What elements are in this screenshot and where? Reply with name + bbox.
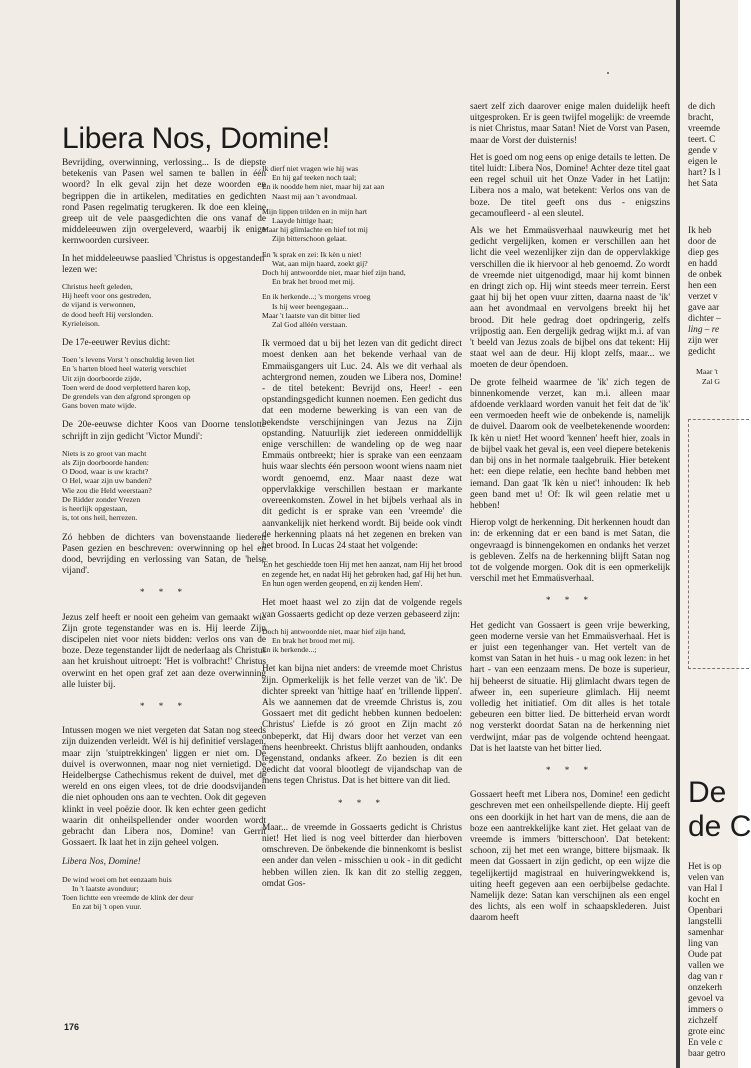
fragment-line: zijn wer	[688, 336, 719, 346]
page-number: 176	[64, 1022, 80, 1032]
poem-line: En ik nooddе hem niet, maar hij zat aan	[262, 182, 385, 192]
paragraph: Jezus zelf heeft er nooit een geheim van gemaakt wie Zijn grote tegenstander was en is. Hij leerde Zijn discipelen niet voor niets bidden: verlos ons van de boze. Deze tegenstander lijdt de nederlaag als Christus aan het kruishout uitroept: 'Het is volbracht!' Christus overwint en het open graf zet aan deze overwinning alle luister bij.	[62, 612, 266, 690]
poem-line: Wat, aan mijn haard, zoekt gij?	[272, 258, 368, 268]
fragment-line: vreemde	[688, 124, 721, 134]
fragment-line: Openbari	[688, 906, 723, 916]
poem-line: is heerlijk opgestaan,	[62, 504, 128, 514]
fragment-heading-line: de C	[688, 810, 751, 843]
poem-line: Uit zijn doorboorde zijde,	[62, 373, 142, 383]
fragment-line: ling van	[688, 939, 719, 949]
column-1	[62, 158, 266, 921]
poem-gossaert-continued	[262, 164, 462, 329]
fragment-line: En vele c	[688, 1038, 723, 1048]
poem-revius	[62, 355, 266, 410]
fragment-line: van Hal I	[688, 884, 723, 894]
fragment-line: langstelli	[688, 917, 723, 927]
poem-line: En ik herkende...; 's morgens vroeg	[262, 292, 371, 302]
paragraph: De 20e-eeuwse dichter Koos van Doorne tenslotte schrijft in zijn gedicht 'Victor Mundi':	[62, 420, 266, 442]
fragment-line: samenhar	[688, 928, 724, 938]
fragment-line: grote einc	[688, 1027, 725, 1037]
paragraph: Het moet haast wel zo zijn dat de volgende regels van Gossaerts gedicht op deze verzen gebaseerd zijn:	[262, 598, 462, 620]
fragment-line: kocht en	[688, 895, 720, 905]
fragment-line: verzet v	[688, 292, 718, 302]
poem-line: En zat bij 't open vuur.	[72, 902, 142, 912]
article-title: Libera Nos, Domine!	[62, 122, 330, 155]
section-divider: * * *	[140, 700, 188, 711]
fragment-line: de dich	[688, 102, 716, 112]
paragraph: Intussen mogen we niet vergeten dat Satan nog steeds zijn duizenden verleidt. Wél is hij definitief verslagen, maar zijn 'stuiptrekkingen' liggen er niet om. De duivel is overwonnen, maar nog niet vernietigd. De Heidelbergse Cathechismus rekent de duivel, met de wereld en ons eigen vlees, tot de drie doodsvijanden die niet ophouden ons aan te vechten. Ook dit gegeven klinkt in veel poëzie door. Ik ken echter geen gedicht waarin dit onheilspellender onder woorden wordt gebracht dan Libera nos, Domine! van Gerrit Gossaert. Ik laat het in zijn geheel volgen.	[62, 726, 266, 849]
poem-line: En brak het brood met mij.	[272, 635, 355, 645]
poem-line: Maar hij glimlachte en hief tot mij	[262, 225, 368, 235]
poem-line: Doch hij antwoordde niet, maar hief zijn hand,	[262, 268, 406, 278]
column-2	[262, 164, 462, 896]
fragment-line: gedicht	[688, 347, 716, 357]
print-speck	[607, 72, 609, 74]
poem-line: is, tot ons heil, herrezen.	[62, 513, 138, 523]
poem-line: Doch hij antwoordde niet, maar hief zijn hand,	[262, 626, 406, 636]
paragraph: saert zelf zich daarover enige malen duidelijk heeft uitgesproken. Er is geen twijfel mogelijk: de vreemde is niet Christus, maar Satan! Niet de Vorst van Pasen, maar de Vorst der duisternis!	[470, 102, 670, 146]
paragraph: Maar... de vreemde in Gossaerts gedicht is Christus niet! Het lied is nog veel bitterder dan hierboven omschreven. De önbekende die binnenkomt is beslist een ander dan velen - misschien u ook - in dit gedicht hebben willen zien. Ik kan dit zo stellig zeggen, omdat Gos-	[262, 822, 462, 889]
section-divider: * * *	[140, 587, 188, 598]
poem-line: Toen 's levens Vorst 't onschuldig leven liet	[62, 355, 195, 365]
poem-title: Libera Nos, Domine!	[62, 857, 141, 868]
fragment-line: Oude pat	[688, 950, 722, 960]
paragraph: De 17e-eeuwer Revius dicht:	[62, 338, 171, 349]
fragment-line: Ik heb	[688, 226, 712, 236]
fragment-line: immers o	[688, 1005, 723, 1015]
fragment-line: gave aar	[688, 303, 720, 313]
fragment-box	[688, 419, 749, 669]
fragment-line: velen van	[688, 873, 724, 883]
poem-line: En ik herkende...;	[262, 645, 317, 655]
paragraph: In het middeleeuwse paaslied 'Christus is opgestanden' lezen we:	[62, 253, 266, 275]
poem-line: O Dood, waar is uw kracht?	[62, 467, 149, 477]
poem-line: Kyrieleison.	[62, 318, 100, 328]
poem-line: als Zijn doorboorde handen:	[62, 458, 149, 468]
section-divider: * * *	[546, 764, 594, 775]
fragment-line: hen een	[688, 281, 717, 291]
poem-line: O Hel, waar zijn uw banden?	[62, 476, 152, 486]
poem-line: Zijn bitterschoon gelaat.	[272, 234, 347, 244]
poem-line: Naast mij aan 't avondmaal.	[272, 191, 358, 201]
fragment-line: en hadd	[688, 259, 718, 269]
fragment-quote-line: Maar 't	[696, 367, 718, 376]
fragment-quote-line: Zal G	[702, 377, 720, 386]
poem-gossaert-start	[62, 875, 266, 912]
poem-quoted-lines	[262, 627, 462, 655]
paragraph: Zó hebben de dichters van bovenstaande liederen Pasen gezien en beschreven: overwinning op hel en dood, bevrijding en verlossing van Satan, de 'helse vijand'.	[62, 532, 266, 577]
column-3	[470, 102, 670, 931]
section-divider: * * *	[338, 797, 386, 808]
paragraph: Als we het Emmaüsverhaal nauwkeurig met het gedicht vergelijken, komen er verschillen aan het licht die veel wezenlijker zijn dan de oppervlakkige verschillen die ik hiervoor al heb genoemd. Zo wordt de vreemde niet uitgenodigd, maar hij komt binnen en dringt zich op. Hij wint steeds meer terrein. Eerst gaat hij bij het open vuur zitten, daarna naast de 'ik' aan het avondmaal en vervolgens breekt hij het brood. Dit hele gedrag doet opdringerig, zelfs vrijpostig aan. Een dergelijk gedrag wijkt m.i. af van 't beeld van Jezus zoals de bijbel ons dat tekent: Hij staat wel aan de deur. Hij klopt zelfs, maar... we moeten de deur öpendoen.	[470, 226, 670, 371]
fragment-line: dag van r	[688, 972, 723, 982]
paragraph: Bevrijding, overwinning, verlossing... Is de diepste betekenis van Pasen wel samen te ballen in één woord? In elk geval zijn het deze woorden en begrippen die in artikelen, meditaties en gedichten rond Pasen regelmatig terugkeren. Ik doe een kleine greep uit de vele paasgedichten die ons vanaf de middeleeuwen zijn overgeleverd, waarbij ik enige kernwoorden cursiveer.	[62, 158, 266, 247]
fragment-line: het Sata	[688, 179, 718, 189]
poem-line: Zal God alléén verstaan.	[272, 320, 348, 330]
fragment-line: door de	[688, 237, 717, 247]
poem-line: de vijand is verwonnen,	[62, 300, 136, 310]
fragment-line: vallen we	[688, 961, 724, 971]
poem-line: Maar 't laatste van dit bitter lied	[262, 310, 360, 320]
poem-line: Niets is zo groot van macht	[62, 448, 147, 458]
poem-line: Wie zou die Held weerstaan?	[62, 485, 152, 495]
fragment-line: onzekerh	[688, 983, 723, 993]
poem-line: Christus heeft geleden,	[62, 282, 133, 292]
fragment-line: de onbek	[688, 270, 722, 280]
poem-victor-mundi	[62, 449, 266, 523]
fragment-line: Het is op	[688, 862, 722, 872]
fragment-line: zichzelf	[688, 1016, 718, 1026]
poem-line: Ik dierf niet vragen wie hij was	[262, 164, 359, 173]
poem-line: Hij heeft voor ons gestreden,	[62, 291, 152, 301]
poem-line: De grendels van den afgrond sprongen op	[62, 392, 191, 402]
poem-line: Mijn lippen trilden en in mijn hart	[262, 206, 368, 216]
poem-line: De Ridder zonder Vrezen	[62, 494, 141, 504]
fragment-line: dichter –	[688, 314, 721, 324]
bible-quote: 'En het geschiedde toen Hij met hen aanzat, nam Hij het brood en zegende het, en nadat Hij het gebroken had, gaf Hij het hun. En hun ogen werden geopend, en zij kenden Hem'.	[262, 560, 462, 588]
poem-line: Toen lichtte een vreemde de klink der deur	[62, 892, 194, 902]
section-divider: * * *	[546, 595, 594, 606]
paragraph: Het gedicht van Gossaert is geen vrije bewerking, geen moderne versie van het Emmaüsverhaal. Het is er juist een tegenhanger van. Het vertelt van de komst van Satan in het huis - u mag ook lezen: in het hart - van een eenzaam mens. De boze is superieur, hij beheerst de situatie. Hij glimlacht dwars tegen de afweer in, een superieure glimlach. Hij neemt volledig het initiatief. Om dit alles is het totale gebeuren een bitter lied. De bitterheid ervan wordt nog versterkt doordat Satan na de herkenning niet verdwijnt, máar pas de volgende ochtend heengaat. Dat is het laatste van het bitter lied.	[470, 620, 670, 754]
fragment-line: diep ges	[688, 248, 719, 258]
poem-line: Laayde hittige haat;	[272, 216, 334, 226]
fragment-line: bracht,	[688, 113, 714, 123]
poem-line: Is hij weer heengegaan...	[272, 301, 349, 311]
poem-christus	[62, 282, 266, 328]
paragraph: Ik vermoed dat u bij het lezen van dit gedicht direct moest denken aan het bekende verhaal van de Emmaüsgangers uit Luc. 24. Als we dit verhaal als achtergrond nemen, zouden we Libera nos, Domine! - de titel betekent: Bevrijd ons, Heer! - een opstandingsgedicht kunnen noemen. Een gedicht dus dat een moderne bewerking is van een van de bekendste verschijningen van Jezus na Zijn opstanding. Natuurlijk ziet iedereen onmiddellijk enige verschillen: de wandeling op de weg naar Emmaüs ontbreekt; hier is sprake van een eenzaam huis waar slechts één persoon woont wiens naam niet wordt genoemd, enz. Maar naast deze wat oppervlakkige verschillen bestaan er markante overeenkomsten. Zowel in het bijbels verhaal als in dit gedicht is er sprake van een 'vreemde' die aanvankelijk niet herkend wordt. Bij beide ook vindt de herkenning plaats ná het zegenen en breken van het brood. In Lucas 24 staat het volgende:	[262, 339, 462, 551]
poem-line: En 's harten bloed heel waterig verschiet	[62, 364, 187, 374]
poem-line: En 'k sprak en zei: Ik kèn u niet!	[262, 249, 362, 259]
right-page-fragment	[680, 0, 751, 1068]
poem-line: En hij gaf teeken noch taal;	[272, 173, 357, 183]
poem-line: En brak het brood met mij.	[272, 277, 355, 287]
poem-line: Gans boven mate wijde.	[62, 401, 137, 411]
paragraph: Hierop volgt de herkenning. Dit herkennen houdt dan in: de erkenning dat er een band is met Satan, die ongevraagd is binnengekomen en ondanks het verzet is gebleven. Zelfs na de herkenning blijft Satan nog tot de volgende morgen. Ook dit is een opmerkelijk verschil met het Emmaüsverhaal.	[470, 518, 670, 585]
poem-line: In 't laatste avonduur;	[72, 883, 139, 893]
fragment-heading-line: De	[688, 776, 727, 809]
fragment-line: teert. C	[688, 135, 716, 145]
fragment-line: hart? Is l	[688, 168, 721, 178]
fragment-line: gende v	[688, 146, 718, 156]
paragraph: Het is goed om nog eens op enige details te letten. De titel luidt: Libera Nos, Domine! Achter deze titel gaat een regel schuil uit het Onze Vader in het Latijn: Libera nos a malo, wat betekent: Verlos ons van de boze. De titel geeft ons dus - enigszins gecamoufleerd - al een sleutel.	[470, 152, 670, 219]
paragraph: Gossaert heeft met Libera nos, Domine! een gedicht geschreven met een onheilspellende diepte. Hij geeft ons een doorkijk in het hart van de mens, die aan de boze een aantrekkelijke kant ziet. Het gelaat van de vreemde is immers 'bitterschoon'. Dat betekent: schoon, zij het met een wrange, bittere bijsmaak. Ik meen dat Gossaert in zijn gedicht, op een wijze die tegelijkertijd magistraal en huiveringwekkend is, uiting heeft gegeven aan een oerbijbelse gedachte. Namelijk deze: Satan kan verschijnen als een engel des lichts, als een wolf in schaapsklederen. Juist daarom heeft	[470, 790, 670, 924]
poem-line: De wind woei om het eenzaam huis	[62, 874, 172, 884]
paragraph: Het kan bijna niet anders: de vreemde moet Christus zijn. Opmerkelijk is het felle verzet van de 'ik'. De dichter spreekt van 'hittige haat' en 'trillende lippen'. Als we aannemen dat de vreemde Christus is, zou Gossaert met dit gedicht hebben kunnen bedoelen: Christus' Liefde is zó groot en Zijn macht zó onbeperkt, dat Hij dwars door het verzet van een mens heenbreekt. Christus blijft aanhouden, ondanks tegenstand, ondanks afkeer. Zo bezien is dit een gedicht dat vooral blootlegt de vijandschap van de mens tegen Christus. Dat is het bittere van dit lied.	[262, 664, 462, 787]
fragment-line: ling – re	[688, 325, 720, 335]
paragraph: De grote felheid waarmee de 'ik' zich tegen de binnenkomende verzet, kan m.i. alleen maar afdoende verklaard worden vanuit het feit dat de 'ik' een vermoeden heeft wie de onbekende is, namelijk de duivel. Daarom ook de veelbetekenende woorden: Ik kèn u niet! Het woord 'kennen' heeft hier, zoals in de bijbel vaak het geval is, een veel diepere betekenis dan bij ons in het normale taalgebruik. Hier betekent het: een diepe relatie, een hechte band hebben met iemand. Dan gaat 'Ik kèn u niet'! inhouden: Ik heb geen band met u! Of: Ik wil geen relatie met u hebben!	[470, 377, 670, 511]
fragment-line: gevoel va	[688, 994, 724, 1004]
fragment-heading	[688, 776, 751, 844]
poem-line: de dood heeft Hij verslonden.	[62, 309, 154, 319]
poem-line: Toen werd de dood verpletterd haren kop,	[62, 382, 191, 392]
fragment-line: baar getro	[688, 1049, 726, 1059]
fragment-line: eigen le	[688, 157, 718, 167]
